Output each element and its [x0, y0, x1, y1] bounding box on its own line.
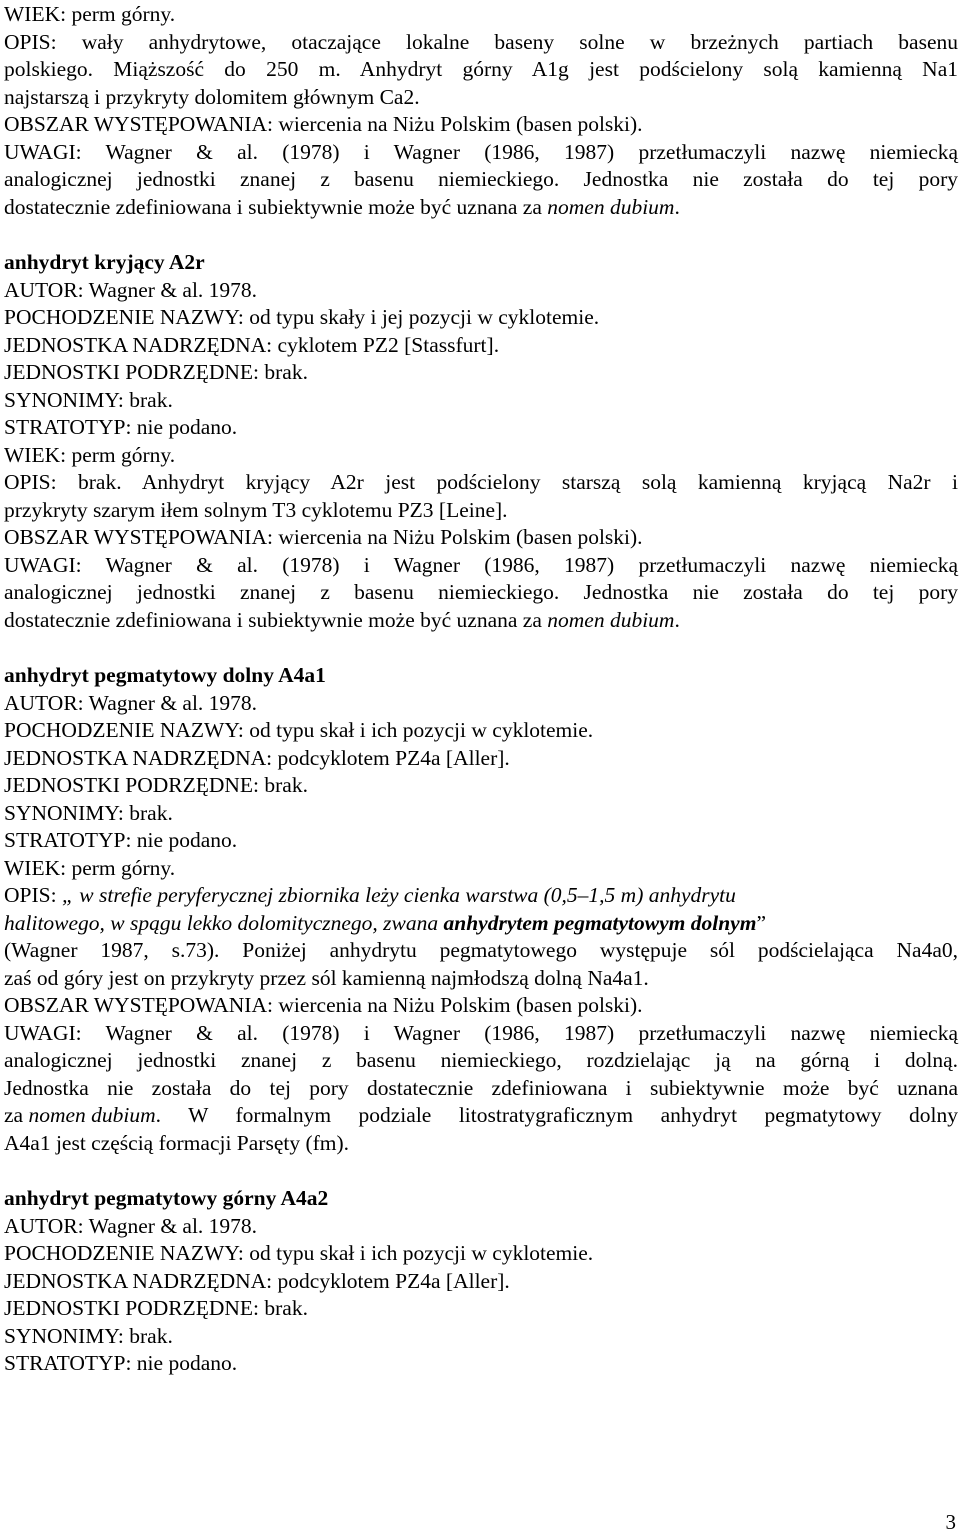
opis-quote-italic: „ w strefie peryferycznej zbiornika leży cienka warstwa (0,5–1,5 m) anhydrytu: [61, 883, 736, 907]
page-number: 3: [945, 1510, 956, 1534]
uwagi-line: analogicznej jednostki znanej z basenu niemieckiego, rozdzielając ją na górną i dolną.: [4, 1048, 958, 1072]
uwagi-line: analogicznej jednostki znanej z basenu niemieckiego. Jednostka nie została do tej pory: [4, 580, 958, 604]
obszar-line: OBSZAR WYSTĘPOWANIA: wiercenia na Niżu Polskim (basen polski).: [4, 525, 643, 549]
opis-line: przykryty szarym iłem solnym T3 cyklotemu PZ3 [Leine].: [4, 497, 508, 522]
nomen-dubium-italic: nomen dubium: [28, 1103, 156, 1127]
opis-line: zaś od góry jest on przykryty przez sól kamienną najmłodszą dolną Na4a1.: [4, 965, 649, 990]
pochodzenie-line: POCHODZENIE NAZWY: od typu skały i jej pozycji w cyklotemie.: [4, 305, 600, 329]
opis-line: najstarszą i przykryty dolomitem głównym Ca2.: [4, 84, 420, 109]
entry-heading: anhydryt kryjący A2r: [4, 250, 205, 274]
wiek-line: WIEK: perm górny.: [4, 855, 176, 880]
nadrzedna-line: JEDNOSTKA NADRZĘDNA: cyklotem PZ2 [Stassfurt].: [4, 332, 500, 357]
stratotyp-line: STRATOTYP: nie podano.: [4, 1351, 238, 1375]
uwagi-text: dostatecznie zdefiniowana i subiektywnie może być uznana za: [4, 194, 548, 219]
uwagi-text: .: [674, 194, 680, 219]
pochodzenie-line: POCHODZENIE NAZWY: od typu skał i ich pozycji w cyklotemie.: [4, 1241, 594, 1265]
entry-anhydryt-pegmatytowy-dolny: [4, 662, 958, 1157]
uwagi-line: UWAGI: Wagner & al. (1978) i Wagner (1986, 1987) przetłumaczyli nazwę niemiecką: [4, 1020, 958, 1045]
entry-anhydryt-pegmatytowy-gorny: [4, 1185, 958, 1378]
nomen-dubium-italic: nomen dubium: [547, 194, 675, 219]
wiek-line: WIEK: perm górny.: [4, 442, 176, 467]
uwagi-line: Jednostka nie została do tej pory dostatecznie zdefiniowana i subiektywnie może być uznana: [4, 1075, 958, 1100]
opis-line: (Wagner 1987, s.73). Poniżej anhydrytu pegmatytowego występuje sól podścielająca Na4a0,: [4, 938, 958, 962]
opis-line: [4, 882, 958, 910]
opis-line: OPIS: wały anhydrytowe, otaczające lokalne baseny solne w brzeżnych partiach basenu: [4, 29, 958, 54]
podrzedne-line: JEDNOSTKI PODRZĘDNE: brak.: [4, 360, 308, 384]
opis-quote-italic: halitowego, w spągu lekko dolomitycznego, zwana: [4, 910, 444, 935]
entry-anhydryt-kryjacy: [4, 249, 958, 634]
uwagi-line: [4, 1102, 958, 1130]
nadrzedna-line: JEDNOSTKA NADRZĘDNA: podcyklotem PZ4a [Aller].: [4, 1268, 510, 1293]
uwagi-line: [4, 194, 958, 222]
opis-label: OPIS:: [4, 883, 62, 907]
autor-line: AUTOR: Wagner & al. 1978.: [4, 690, 258, 715]
uwagi-text: dostatecznie zdefiniowana i subiektywnie może być uznana za: [4, 607, 548, 632]
entry-heading: anhydryt pegmatytowy górny A4a2: [4, 1186, 329, 1210]
synonimy-line: SYNONIMY: brak.: [4, 1323, 173, 1348]
uwagi-line: UWAGI: Wagner & al. (1978) i Wagner (1986, 1987) przetłumaczyli nazwę niemiecką: [4, 139, 958, 164]
uwagi-text: .: [674, 607, 680, 632]
closing-quote: ”: [756, 910, 766, 935]
synonimy-line: SYNONIMY: brak.: [4, 387, 173, 412]
uwagi-text: . W formalnym podziale litostratygraficznym anhydryt pegmatytowy dolny: [155, 1103, 958, 1127]
nomen-dubium-italic: nomen dubium: [547, 607, 675, 632]
autor-line: AUTOR: Wagner & al. 1978.: [4, 277, 258, 302]
opis-line: OPIS: brak. Anhydryt kryjący A2r jest podścielony starszą solą kamienną kryjącą Na2r i: [4, 470, 958, 494]
entry-heading: anhydryt pegmatytowy dolny A4a1: [4, 663, 326, 687]
opis-line: polskiego. Miąższość do 250 m. Anhydryt górny A1g jest podścielony solą kamienną Na1: [4, 57, 958, 81]
nadrzedna-line: JEDNOSTKA NADRZĘDNA: podcyklotem PZ4a [Aller].: [4, 745, 510, 770]
document-page: [4, 0, 958, 1378]
stratotyp-line: STRATOTYP: nie podano.: [4, 415, 238, 439]
synonimy-line: SYNONIMY: brak.: [4, 800, 173, 825]
uwagi-line: analogicznej jednostki znanej z basenu niemieckiego. Jednostka nie została do tej pory: [4, 167, 958, 191]
uwagi-text: za: [4, 1103, 29, 1127]
obszar-line: OBSZAR WYSTĘPOWANIA: wiercenia na Niżu Polskim (basen polski).: [4, 112, 643, 136]
wiek-line: WIEK: perm górny.: [4, 2, 176, 26]
podrzedne-line: JEDNOSTKI PODRZĘDNE: brak.: [4, 773, 308, 797]
uwagi-line: A4a1 jest częścią formacji Parsęty (fm).: [4, 1130, 350, 1155]
autor-line: AUTOR: Wagner & al. 1978.: [4, 1213, 258, 1238]
entry-continued: [4, 0, 958, 221]
opis-quote-bold-italic: anhydrytem pegmatytowym dolnym: [443, 910, 757, 935]
obszar-line: OBSZAR WYSTĘPOWANIA: wiercenia na Niżu Polskim (basen polski).: [4, 993, 643, 1017]
uwagi-line: UWAGI: Wagner & al. (1978) i Wagner (1986, 1987) przetłumaczyli nazwę niemiecką: [4, 552, 958, 577]
pochodzenie-line: POCHODZENIE NAZWY: od typu skał i ich pozycji w cyklotemie.: [4, 718, 594, 742]
podrzedne-line: JEDNOSTKI PODRZĘDNE: brak.: [4, 1296, 308, 1320]
uwagi-line: [4, 607, 958, 635]
stratotyp-line: STRATOTYP: nie podano.: [4, 828, 238, 852]
opis-line: [4, 910, 958, 938]
